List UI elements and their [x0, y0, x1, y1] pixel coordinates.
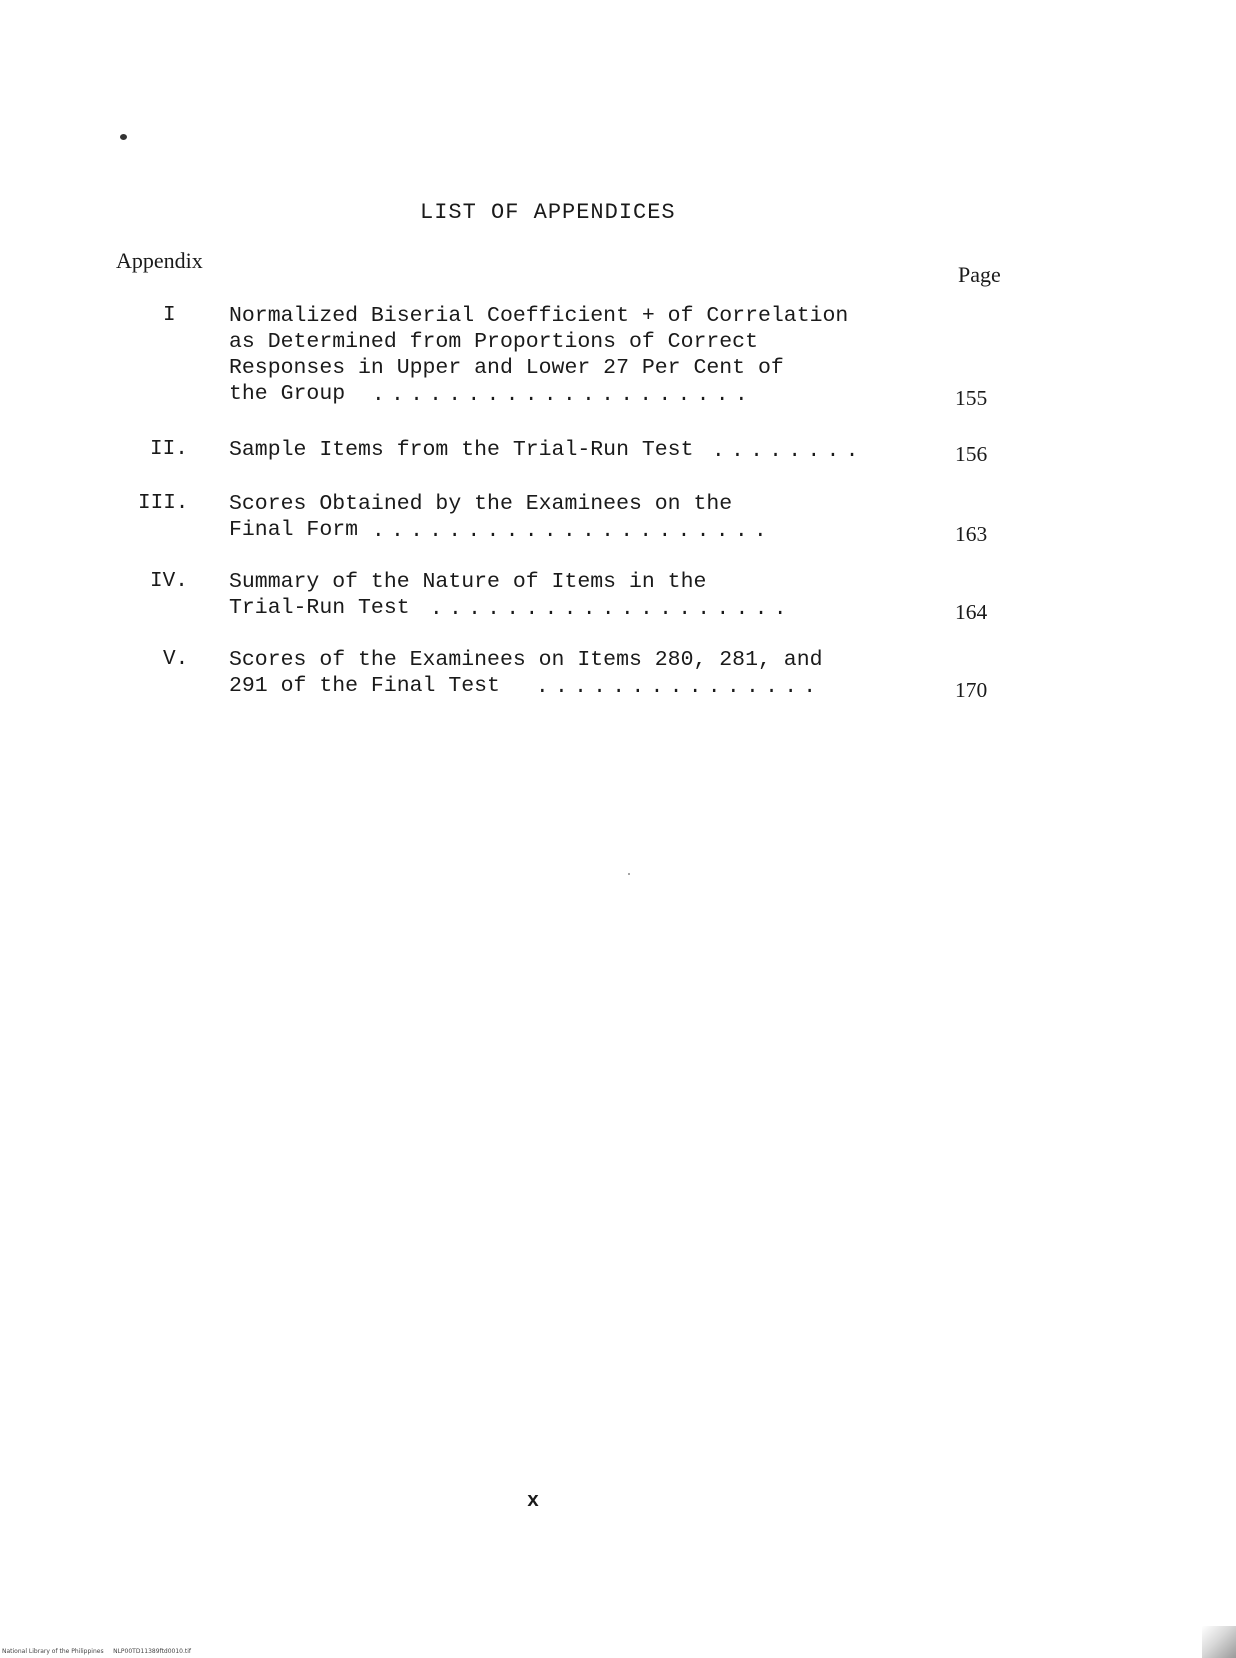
entry-page-number: 170: [955, 678, 988, 702]
entry-title-line: Final Form: [229, 518, 359, 542]
page-title: LIST OF APPENDICES: [420, 200, 676, 225]
page-folio: x: [527, 1490, 540, 1513]
entry-number: V.: [163, 648, 189, 671]
column-header-page: Page: [958, 262, 1001, 287]
column-header-appendix: Appendix: [116, 248, 203, 273]
entry-title-line: the Group: [229, 382, 346, 406]
leader-dots: ........: [712, 440, 865, 463]
entry-title-line: Normalized Biserial Coefficient + of Correlation: [229, 304, 849, 328]
scan-artifact: [1202, 1626, 1236, 1658]
entry-number: I: [163, 304, 176, 327]
entry-title-line: Summary of the Nature of Items in the: [229, 570, 707, 594]
leader-dots: ...............: [536, 676, 823, 699]
scan-speck: [120, 134, 127, 140]
scan-speck: [628, 873, 630, 875]
leader-dots: ....................: [372, 384, 755, 407]
leader-dots: .....................: [372, 520, 774, 543]
entry-title-line: as Determined from Proportions of Correct: [229, 330, 758, 354]
entry-page-number: 155: [955, 386, 988, 410]
entry-title-line: Scores of the Examinees on Items 280, 281, and: [229, 648, 823, 672]
entry-page-number: 163: [955, 522, 988, 546]
entry-page-number: 164: [955, 600, 988, 624]
entry-number: III.: [138, 492, 189, 515]
entry-page-number: 156: [955, 442, 988, 466]
entry-number: IV.: [150, 570, 188, 593]
entry-title-line: Trial-Run Test: [229, 596, 410, 620]
entry-title-line: 291 of the Final Test: [229, 674, 500, 698]
entry-title-line: Sample Items from the Trial-Run Test: [229, 438, 694, 462]
entry-title-line: Responses in Upper and Lower 27 Per Cent of: [229, 356, 784, 380]
entry-title-line: Scores Obtained by the Examinees on the: [229, 492, 733, 516]
leader-dots: ...................: [430, 598, 793, 621]
scan-footer: National Library of the Philippines NLP00TD11389ftd0010.tif: [2, 1648, 192, 1655]
entry-number: II.: [150, 438, 188, 461]
